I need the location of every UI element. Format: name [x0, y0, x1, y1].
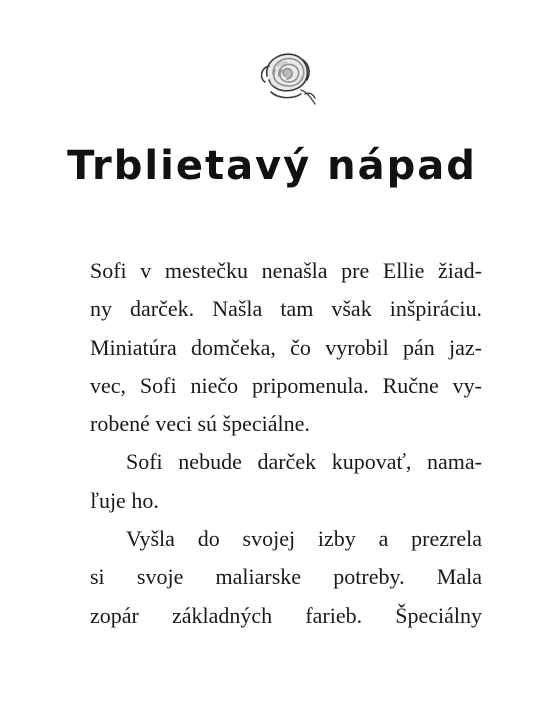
chapter-body: [90, 252, 482, 635]
text-line: ny darček. Našla tam však inšpiráciu.: [90, 296, 482, 322]
text-line: ľuje ho.: [90, 487, 159, 513]
text-line: si svoje maliarske potreby. Mala: [90, 564, 482, 590]
text-line: Miniatúra domčeka, čo vyrobil pán jaz-: [90, 334, 482, 360]
text-line: Sofi nebude darček kupovať, nama-: [126, 449, 482, 475]
text-line: vec, Sofi niečo pripomenula. Ručne vy-: [90, 372, 482, 398]
text-line: zopár základných farieb. Špeciálny: [90, 602, 482, 628]
text-line: Sofi v mestečku nenašla pre Ellie žiad-: [90, 258, 482, 283]
chapter-title: Trblietavý nápad: [67, 143, 477, 189]
text-line: Vyšla do svojej izby a prezrela: [126, 526, 482, 552]
rose-icon: [251, 46, 319, 108]
text-line: robené veci sú špeciálne.: [90, 411, 310, 437]
